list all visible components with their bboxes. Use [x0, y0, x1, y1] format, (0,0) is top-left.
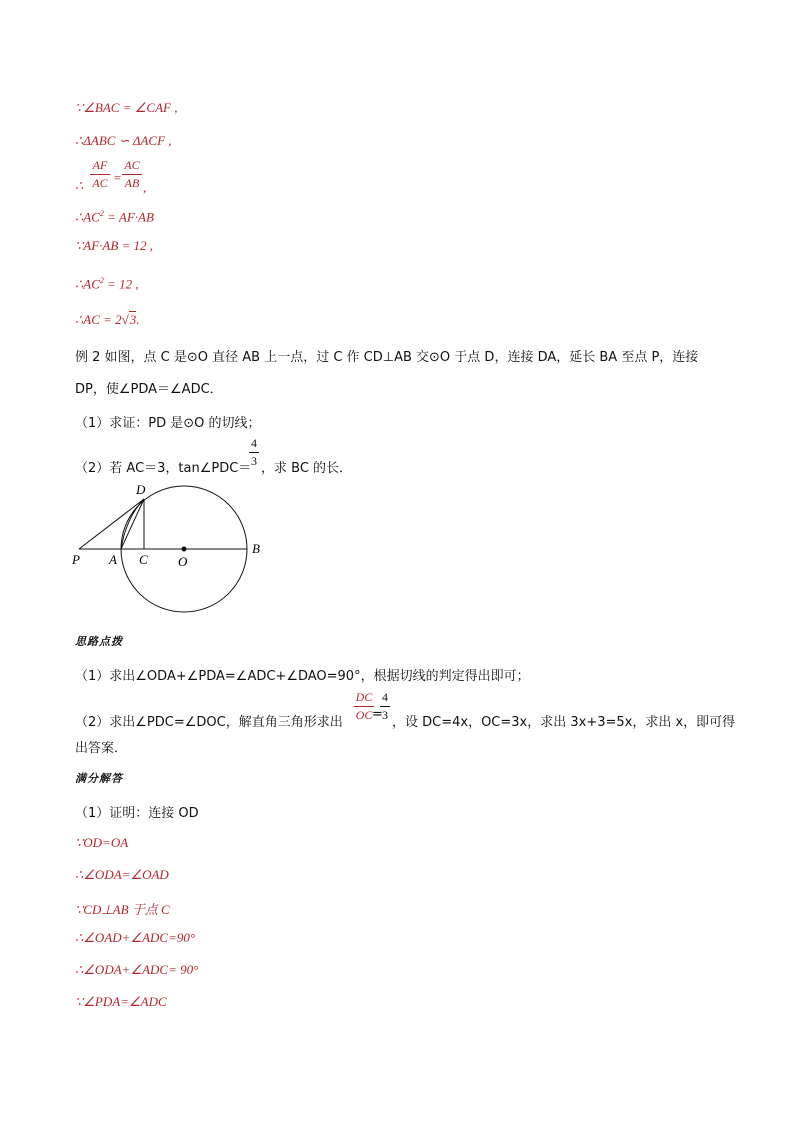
label-a: A — [109, 552, 117, 567]
fraction-numerator: AF — [92, 158, 108, 172]
solution-line-7: ∴AC = 2√3. — [75, 312, 140, 327]
hint-fraction-4-3: 4 3 — [382, 690, 388, 722]
answer-line-6: ∵∠PDA=∠ADC — [75, 994, 167, 1009]
answer-line-2: ∴∠ODA=∠OAD — [75, 867, 169, 882]
hint-line-1: （1）求出∠ODA+∠PDA=∠ADC+∠DAO=90°，根据切线的判定得出即可； — [75, 669, 530, 684]
hint-title: 思路点拨 — [75, 635, 123, 648]
solution-line-6: $\therefore AC^2 = 12$ , — [75, 276, 139, 292]
segment-da — [121, 499, 144, 549]
label-d: D — [136, 482, 146, 497]
hint-line-2-b: ，设 DC=4x，OC=3x，求出 3x+3=5x，求出 x，即可得 — [392, 715, 736, 730]
center-point-o — [182, 547, 187, 552]
example-2-line-2: DP，使∠PDA＝∠ADC． — [75, 382, 223, 397]
fraction-af-ac — [90, 158, 110, 191]
label-o: O — [178, 554, 188, 569]
answer-title: 满分解答 — [75, 772, 123, 785]
label-c: C — [139, 552, 148, 567]
hint-equals: = — [372, 707, 383, 722]
tan-fraction: 4 3 — [251, 436, 257, 468]
solution-line-5: ∵AF·AB = 12 , — [75, 238, 154, 253]
solution-line-3-prefix: ∴ — [75, 178, 84, 193]
answer-line-3: ∵CD⊥AB 于点 C — [75, 902, 170, 917]
hint-line-2-a: （2）求出∠PDC=∠DOC，解直角三角形求出 — [75, 715, 343, 730]
fraction-denominator: AC — [92, 176, 108, 190]
solution-line-2: ∴ΔABC ∽ ΔACF , — [75, 133, 172, 148]
hint-line-2-c: 出答案． — [75, 741, 128, 756]
solution-line-3-suffix: , — [143, 180, 147, 195]
answer-line-5: ∴∠ODA+∠ADC= 90° — [75, 962, 199, 977]
question-2-b: ，求 BC 的长． — [261, 461, 353, 476]
label-p: P — [72, 552, 80, 567]
tangent-pd — [79, 499, 144, 549]
question-2-a: （2）若 AC＝3，tan∠PDC＝ — [75, 461, 252, 476]
fraction-denominator: AB — [124, 176, 140, 190]
answer-line-1: ∵OD=OA — [75, 835, 129, 850]
geometry-figure — [60, 478, 280, 618]
answer-line-0: （1）证明：连接 OD — [75, 806, 199, 821]
example-2-line-1: 例 2 如图，点 C 是⊙O 直径 AB 上一点，过 C 作 CD⊥AB 交⊙O 于点 D，连接 DA，延长 BA 至点 P，连接 — [75, 350, 699, 365]
answer-line-4: ∴∠OAD+∠ADC=90° — [75, 930, 196, 945]
fraction-equals: = — [113, 170, 122, 185]
question-1: （1）求证：PD 是⊙O 的切线； — [75, 416, 261, 431]
fraction-ac-ab — [122, 158, 142, 191]
solution-line-1: ∵∠BAC = ∠CAF , — [75, 100, 178, 115]
fraction-numerator: AC — [124, 158, 140, 172]
hint-fraction-dc-oc: DC OC — [355, 690, 373, 722]
label-b: B — [252, 541, 260, 556]
solution-line-4: $\therefore AC^2 = AF\cdot AB$ — [75, 209, 154, 225]
